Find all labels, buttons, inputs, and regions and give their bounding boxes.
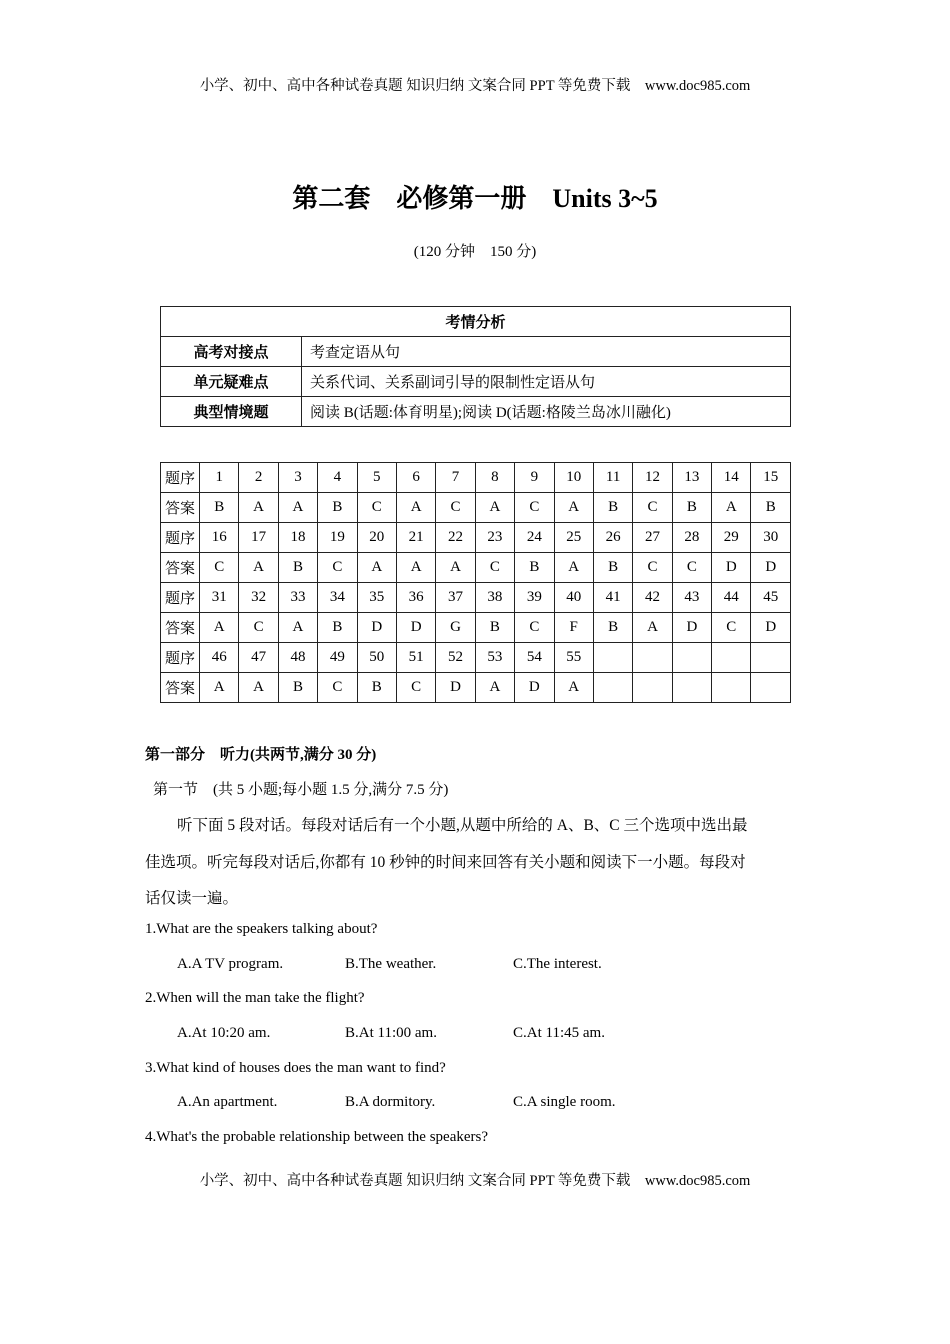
question: 2.When will the man take the flight?: [145, 990, 365, 1006]
question-number-cell: 7: [436, 463, 475, 493]
question-number-row-label: 题序: [161, 583, 200, 613]
answer-cell: B: [515, 553, 554, 583]
answer-cell: B: [672, 493, 711, 523]
question-number-cell: 53: [475, 643, 514, 673]
question-number-cell: 43: [672, 583, 711, 613]
question-number-cell: 23: [475, 523, 514, 553]
answer-cell: [593, 673, 632, 703]
question-number-cell: 55: [554, 643, 593, 673]
answer-cell: A: [712, 493, 751, 523]
analysis-value: 关系代词、关系副词引导的限制性定语从句: [302, 367, 791, 397]
option-b: B.The weather.: [345, 956, 437, 972]
question-number-cell: 35: [357, 583, 396, 613]
answer-cell: A: [396, 493, 435, 523]
question-number-cell: 49: [318, 643, 357, 673]
answer-cell: A: [436, 553, 475, 583]
question-number-cell: 20: [357, 523, 396, 553]
question-number-cell: 30: [751, 523, 791, 553]
answer-cell: D: [712, 553, 751, 583]
answer-cell: G: [436, 613, 475, 643]
question-number-cell: 11: [593, 463, 632, 493]
question-number-cell: 41: [593, 583, 632, 613]
answer-cell: A: [396, 553, 435, 583]
section-part: 第一部分 听力(共两节,满分 30 分): [145, 747, 377, 763]
question-number-cell: 2: [239, 463, 278, 493]
answer-cell: D: [672, 613, 711, 643]
option-a: A.At 10:20 am.: [177, 1025, 271, 1041]
answer-row: [161, 613, 791, 643]
answer-cell: D: [751, 553, 791, 583]
answer-cell: [751, 673, 791, 703]
analysis-value: 考查定语从句: [302, 337, 791, 367]
analysis-table: [160, 306, 791, 427]
section-sub: 第一节 (共 5 小题;每小题 1.5 分,满分 7.5 分): [153, 782, 449, 798]
option-c: C.A single room.: [513, 1094, 616, 1110]
answer-cell: B: [318, 613, 357, 643]
question-number-row: [161, 523, 791, 553]
question-number-cell: 26: [593, 523, 632, 553]
answer-cell: B: [357, 673, 396, 703]
answer-cell: B: [593, 493, 632, 523]
analysis-key: 典型情境题: [161, 397, 302, 427]
answer-cell: C: [396, 673, 435, 703]
question-number-cell: 19: [318, 523, 357, 553]
answer-cell: A: [554, 493, 593, 523]
question-number-cell: 3: [278, 463, 317, 493]
answer-cell: A: [554, 673, 593, 703]
question-number-cell: 9: [515, 463, 554, 493]
answer-cell: C: [515, 613, 554, 643]
answer-cell: C: [633, 493, 672, 523]
question-number-cell: 1: [200, 463, 239, 493]
question-number-cell: 50: [357, 643, 396, 673]
question-number-cell: 27: [633, 523, 672, 553]
question-number-cell: 54: [515, 643, 554, 673]
question-number-cell: 5: [357, 463, 396, 493]
option-b: B.At 11:00 am.: [345, 1025, 437, 1041]
answer-cell: A: [554, 553, 593, 583]
question-number-cell: 21: [396, 523, 435, 553]
answer-cell: A: [357, 553, 396, 583]
answer-cell: B: [200, 493, 239, 523]
answer-row: [161, 493, 791, 523]
question-number-cell: [751, 643, 791, 673]
answer-cell: A: [200, 673, 239, 703]
answer-cell: C: [712, 613, 751, 643]
answer-cell: A: [475, 673, 514, 703]
answer-cell: D: [357, 613, 396, 643]
question-number-row-label: 题序: [161, 643, 200, 673]
answer-cell: B: [593, 553, 632, 583]
question-number-cell: 28: [672, 523, 711, 553]
question-number-cell: 4: [318, 463, 357, 493]
answer-cell: B: [278, 553, 317, 583]
answer-cell: [672, 673, 711, 703]
answer-cell: C: [436, 493, 475, 523]
answer-cell: [633, 673, 672, 703]
answer-cell: A: [239, 553, 278, 583]
answer-cell: F: [554, 613, 593, 643]
question-number-cell: 51: [396, 643, 435, 673]
question-number-cell: 48: [278, 643, 317, 673]
answer-cell: C: [475, 553, 514, 583]
answer-row-label: 答案: [161, 493, 200, 523]
question-number-row: [161, 583, 791, 613]
question-number-cell: 40: [554, 583, 593, 613]
question-number-cell: [672, 643, 711, 673]
option-a: A.An apartment.: [177, 1094, 278, 1110]
answer-cell: C: [357, 493, 396, 523]
question-number-cell: 15: [751, 463, 791, 493]
question-number-cell: 34: [318, 583, 357, 613]
question: 1.What are the speakers talking about?: [145, 921, 378, 937]
question-number-cell: 6: [396, 463, 435, 493]
question-number-cell: 10: [554, 463, 593, 493]
answer-cell: C: [318, 553, 357, 583]
question-number-row-label: 题序: [161, 463, 200, 493]
question-number-cell: 47: [239, 643, 278, 673]
answer-cell: C: [239, 613, 278, 643]
question-number-cell: 31: [200, 583, 239, 613]
page-subtitle: (120 分钟 150 分): [413, 244, 537, 260]
answer-row: [161, 673, 791, 703]
answer-cell: B: [593, 613, 632, 643]
answer-table: [160, 462, 791, 703]
instructions: 听下面 5 段对话。每段对话后有一个小题,从题中所给的 A、B、C 三个选项中选出最: [177, 817, 748, 834]
answer-row-label: 答案: [161, 613, 200, 643]
answer-row-label: 答案: [161, 553, 200, 583]
answer-cell: D: [515, 673, 554, 703]
answer-cell: D: [436, 673, 475, 703]
question-number-row: [161, 463, 791, 493]
question: 3.What kind of houses does the man want to find?: [145, 1060, 446, 1076]
question-number-cell: [633, 643, 672, 673]
answer-cell: A: [475, 493, 514, 523]
question-number-cell: 14: [712, 463, 751, 493]
question-number-row: [161, 643, 791, 673]
answer-row-label: 答案: [161, 673, 200, 703]
question-number-cell: [593, 643, 632, 673]
question-number-cell: 16: [200, 523, 239, 553]
answer-cell: C: [318, 673, 357, 703]
answer-cell: A: [278, 493, 317, 523]
instructions: 话仅读一遍。: [145, 890, 239, 907]
answer-cell: A: [633, 613, 672, 643]
question-number-cell: 37: [436, 583, 475, 613]
question-number-cell: 38: [475, 583, 514, 613]
question-number-cell: 24: [515, 523, 554, 553]
option-c: C.The interest.: [513, 956, 602, 972]
answer-cell: A: [239, 493, 278, 523]
page-title: 第二套 必修第一册 Units 3~5: [292, 184, 658, 213]
question-number-cell: 13: [672, 463, 711, 493]
question-number-cell: 32: [239, 583, 278, 613]
question-number-cell: 45: [751, 583, 791, 613]
answer-cell: C: [633, 553, 672, 583]
answer-cell: A: [200, 613, 239, 643]
answer-cell: B: [751, 493, 791, 523]
question-number-cell: 29: [712, 523, 751, 553]
question-number-cell: 8: [475, 463, 514, 493]
question-number-row-label: 题序: [161, 523, 200, 553]
analysis-key: 单元疑难点: [161, 367, 302, 397]
question-number-cell: 33: [278, 583, 317, 613]
answer-cell: B: [475, 613, 514, 643]
answer-cell: C: [515, 493, 554, 523]
answer-cell: A: [278, 613, 317, 643]
question-number-cell: 22: [436, 523, 475, 553]
instructions: 佳选项。听完每段对话后,你都有 10 秒钟的时间来回答有关小题和阅读下一小题。每段对: [145, 854, 746, 871]
analysis-key: 高考对接点: [161, 337, 302, 367]
answer-cell: D: [396, 613, 435, 643]
answer-cell: C: [200, 553, 239, 583]
question-number-cell: 44: [712, 583, 751, 613]
option-a: A.A TV program.: [177, 956, 284, 972]
question-number-cell: 12: [633, 463, 672, 493]
question-number-cell: 52: [436, 643, 475, 673]
question-number-cell: 36: [396, 583, 435, 613]
question-number-cell: 17: [239, 523, 278, 553]
option-b: B.A dormitory.: [345, 1094, 436, 1110]
question-number-cell: 42: [633, 583, 672, 613]
option-c: C.At 11:45 am.: [513, 1025, 605, 1041]
analysis-value: 阅读 B(话题:体育明星);阅读 D(话题:格陵兰岛冰川融化): [302, 397, 791, 427]
question-number-cell: 46: [200, 643, 239, 673]
question-number-cell: 18: [278, 523, 317, 553]
page-footer: 小学、初中、高中各种试卷真题 知识归纳 文案合同 PPT 等免费下载 www.doc985.com: [199, 1173, 751, 1189]
answer-cell: B: [278, 673, 317, 703]
page-header: 小学、初中、高中各种试卷真题 知识归纳 文案合同 PPT 等免费下载 www.doc985.com: [199, 78, 751, 94]
question-number-cell: 39: [515, 583, 554, 613]
answer-row: [161, 553, 791, 583]
answer-cell: C: [672, 553, 711, 583]
question: 4.What's the probable relationship between the speakers?: [145, 1129, 488, 1145]
answer-cell: B: [318, 493, 357, 523]
analysis-heading: 考情分析: [161, 307, 791, 337]
answer-cell: [712, 673, 751, 703]
answer-cell: D: [751, 613, 791, 643]
question-number-cell: [712, 643, 751, 673]
answer-cell: A: [239, 673, 278, 703]
question-number-cell: 25: [554, 523, 593, 553]
